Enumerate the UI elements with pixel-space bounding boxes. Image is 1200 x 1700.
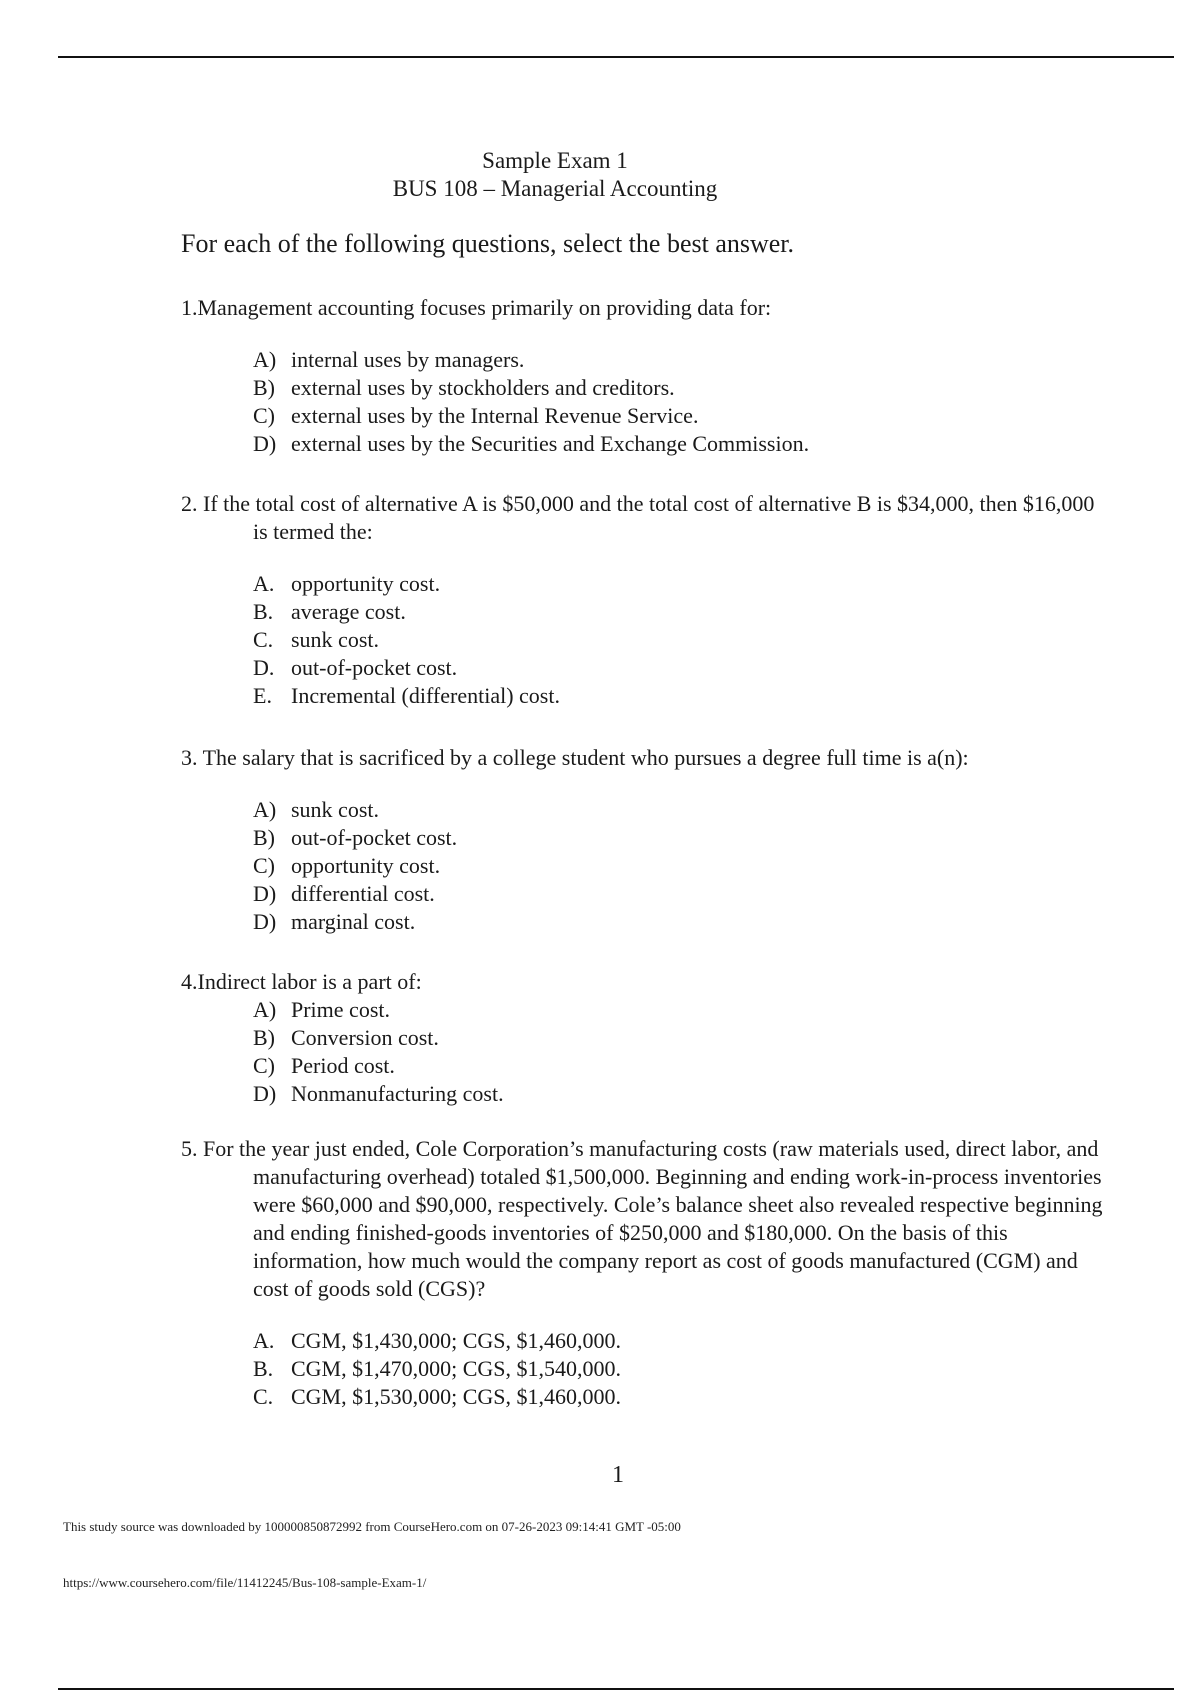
question-3 bbox=[181, 744, 1081, 936]
source-url[interactable]: https://www.coursehero.com/file/11412245/Bus-108-sample-Exam-1/ bbox=[63, 1575, 427, 1590]
choice-text: external uses by the Internal Revenue Service. bbox=[291, 403, 699, 428]
choice-item[interactable] bbox=[253, 1383, 1113, 1411]
choice-item[interactable] bbox=[253, 598, 1113, 626]
exam-title: Sample Exam 1 bbox=[482, 148, 628, 173]
question-1 bbox=[181, 294, 1041, 458]
choice-list bbox=[181, 996, 1041, 1108]
choice-text: sunk cost. bbox=[291, 797, 379, 822]
choice-text: out-of-pocket cost. bbox=[291, 655, 458, 680]
choice-item[interactable] bbox=[253, 996, 1041, 1024]
choice-item[interactable] bbox=[253, 346, 1041, 374]
choice-item[interactable] bbox=[253, 570, 1113, 598]
choice-text: external uses by stockholders and creditors. bbox=[291, 375, 675, 400]
choice-label: B) bbox=[253, 1025, 275, 1050]
choice-text: Conversion cost. bbox=[291, 1025, 439, 1050]
choice-label: B) bbox=[253, 825, 275, 850]
choice-label: C) bbox=[253, 853, 275, 878]
course-title: BUS 108 – Managerial Accounting bbox=[392, 176, 718, 201]
choice-item[interactable] bbox=[253, 908, 1081, 936]
choice-text: CGM, $1,470,000; CGS, $1,540,000. bbox=[291, 1356, 622, 1381]
choice-text: differential cost. bbox=[291, 881, 435, 906]
instructions: For each of the following questions, select the best answer. bbox=[181, 229, 795, 258]
choice-text: Nonmanufacturing cost. bbox=[291, 1081, 504, 1106]
choice-label: B. bbox=[253, 1356, 274, 1381]
choice-item[interactable] bbox=[253, 654, 1113, 682]
question-stem: 5. For the year just ended, Cole Corporation’s manufacturing costs (raw materials used, direct labor, and manufacturing overhead) totaled $1,500,000. Beginning and ending work-in-process inventories were $60,000 and $90,000, respectively. Cole’s balance sheet also revealed respective beginning and ending finished-goods inventories of $250,000 and $180,000. On the basis of this information, how much would the company report as cost of goods manufactured (CGM) and cost of goods sold (CGS)? bbox=[181, 1136, 1103, 1301]
choice-label: C. bbox=[253, 1384, 274, 1409]
choice-list bbox=[181, 346, 1041, 458]
bottom-rule bbox=[58, 1688, 1174, 1690]
choice-label: C. bbox=[253, 627, 274, 652]
choice-item[interactable] bbox=[253, 852, 1081, 880]
choice-label: E. bbox=[253, 683, 272, 708]
choice-text: CGM, $1,530,000; CGS, $1,460,000. bbox=[291, 1384, 622, 1409]
choice-label: A) bbox=[253, 347, 277, 372]
choice-item[interactable] bbox=[253, 626, 1113, 654]
choice-label: B) bbox=[253, 375, 275, 400]
choice-label: A. bbox=[253, 1328, 275, 1353]
choice-text: sunk cost. bbox=[291, 627, 379, 652]
choice-label: A) bbox=[253, 997, 277, 1022]
question-stem: 1.Management accounting focuses primarily on providing data for: bbox=[181, 295, 772, 320]
question-stem: 2. If the total cost of alternative A is $50,000 and the total cost of alternative B is $34,000, then $16,000 is termed the: bbox=[181, 491, 1095, 544]
choice-text: average cost. bbox=[291, 599, 406, 624]
question-stem: 4.Indirect labor is a part of: bbox=[181, 969, 422, 994]
question-5 bbox=[181, 1135, 1113, 1411]
choice-label: D) bbox=[253, 431, 277, 456]
choice-label: A. bbox=[253, 571, 275, 596]
download-note: This study source was downloaded by 100000850872992 from CourseHero.com on 07-26-2023 09:14:41 GMT -05:00 bbox=[63, 1519, 681, 1534]
choice-label: D) bbox=[253, 1081, 277, 1106]
choice-label: C) bbox=[253, 403, 275, 428]
choice-item[interactable] bbox=[253, 1024, 1041, 1052]
choice-list bbox=[181, 796, 1081, 936]
top-rule bbox=[58, 56, 1174, 58]
choice-text: Period cost. bbox=[291, 1053, 395, 1078]
choice-item[interactable] bbox=[253, 402, 1041, 430]
choice-label: D. bbox=[253, 655, 275, 680]
choice-label: D) bbox=[253, 881, 277, 906]
question-stem: 3. The salary that is sacrificed by a college student who pursues a degree full time is a(n): bbox=[181, 745, 969, 770]
choice-item[interactable] bbox=[253, 1327, 1113, 1355]
page-number: 1 bbox=[612, 1462, 624, 1488]
choice-list bbox=[181, 570, 1113, 710]
choice-item[interactable] bbox=[253, 796, 1081, 824]
choice-list bbox=[181, 1327, 1113, 1411]
question-4 bbox=[181, 968, 1041, 1108]
choice-text: Prime cost. bbox=[291, 997, 390, 1022]
choice-item[interactable] bbox=[253, 880, 1081, 908]
choice-item[interactable] bbox=[253, 1355, 1113, 1383]
choice-text: opportunity cost. bbox=[291, 571, 441, 596]
choice-item[interactable] bbox=[253, 430, 1041, 458]
choice-item[interactable] bbox=[253, 682, 1113, 710]
choice-label: C) bbox=[253, 1053, 275, 1078]
choice-label: D) bbox=[253, 909, 277, 934]
choice-text: internal uses by managers. bbox=[291, 347, 525, 372]
choice-text: external uses by the Securities and Exchange Commission. bbox=[291, 431, 810, 456]
choice-item[interactable] bbox=[253, 824, 1081, 852]
choice-label: B. bbox=[253, 599, 274, 624]
question-2 bbox=[181, 490, 1113, 710]
choice-item[interactable] bbox=[253, 1052, 1041, 1080]
choice-item[interactable] bbox=[253, 374, 1041, 402]
choice-text: opportunity cost. bbox=[291, 853, 441, 878]
choice-item[interactable] bbox=[253, 1080, 1041, 1108]
choice-text: CGM, $1,430,000; CGS, $1,460,000. bbox=[291, 1328, 622, 1353]
choice-text: marginal cost. bbox=[291, 909, 416, 934]
choice-label: A) bbox=[253, 797, 277, 822]
choice-text: Incremental (differential) cost. bbox=[291, 683, 560, 708]
choice-text: out-of-pocket cost. bbox=[291, 825, 458, 850]
